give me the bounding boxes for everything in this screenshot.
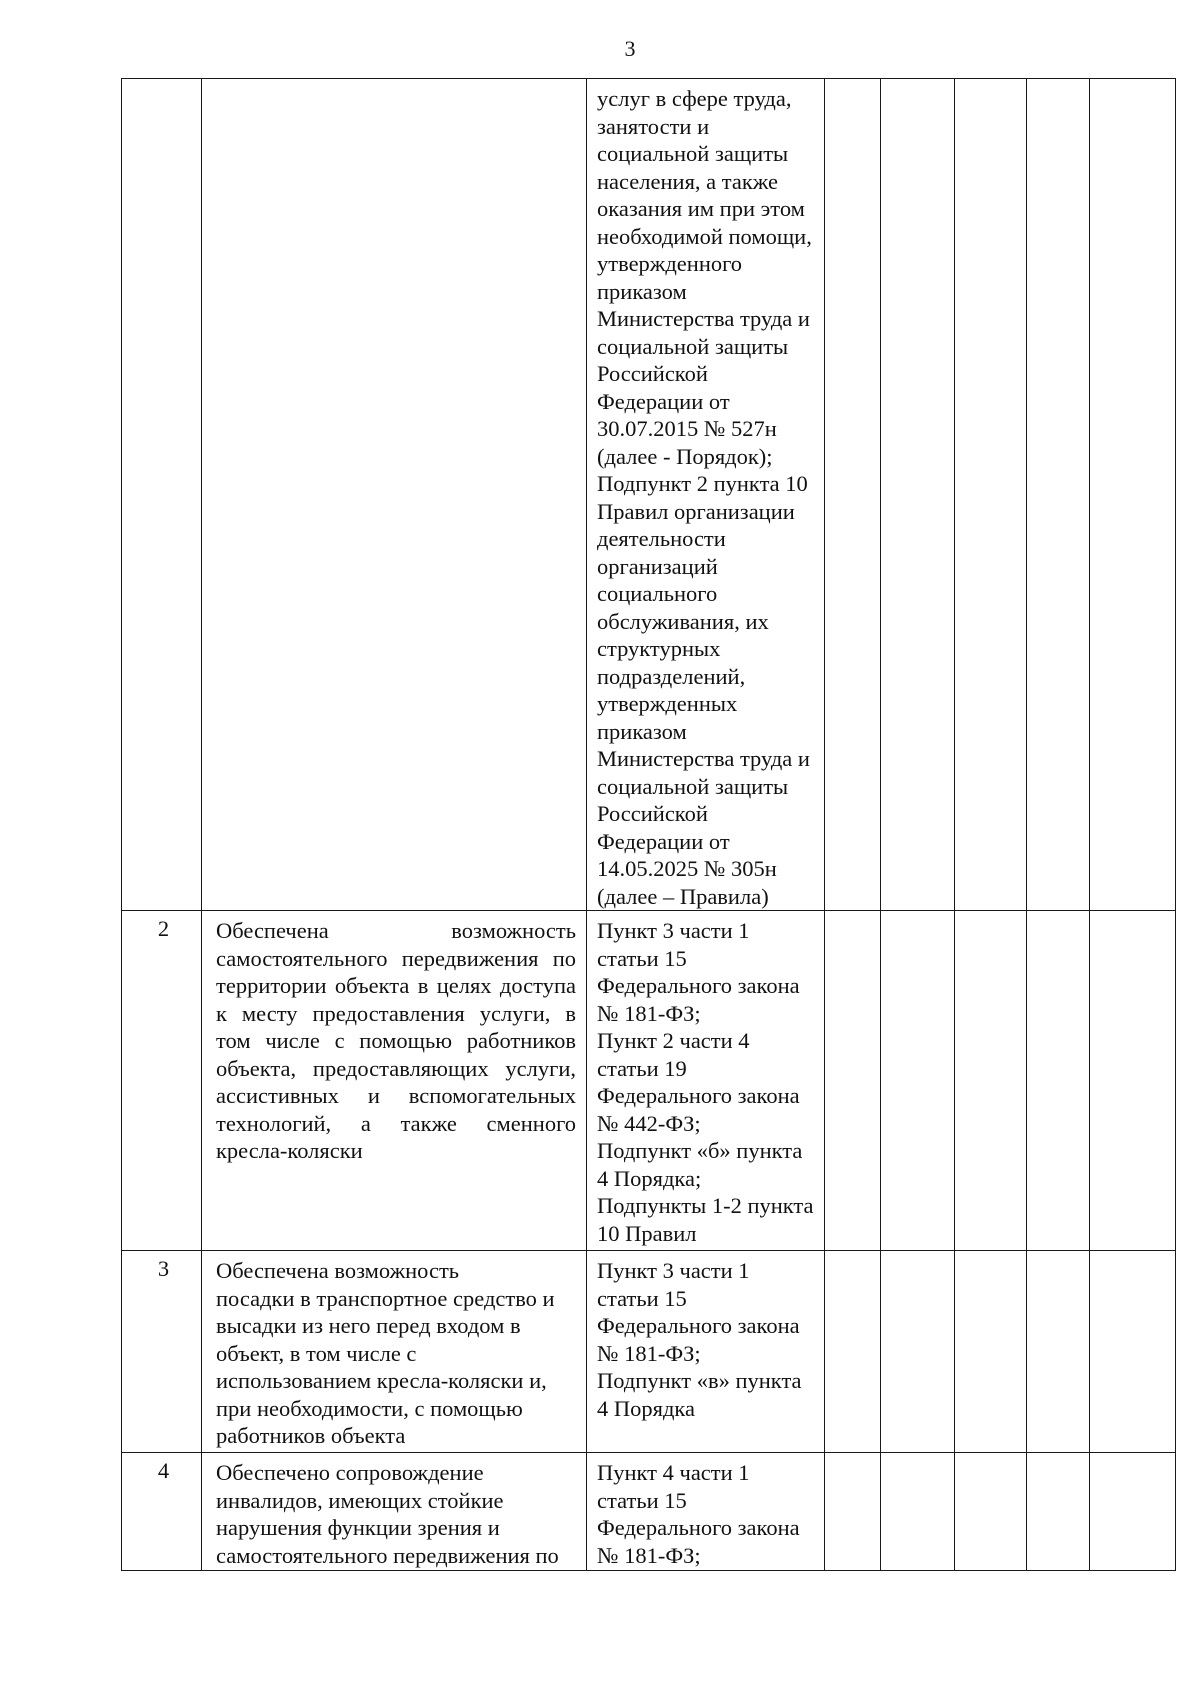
basis-line: социальной защиты — [597, 333, 789, 359]
result-cell — [1090, 911, 1176, 1251]
result-cell — [1090, 1251, 1176, 1453]
result-cell — [825, 79, 881, 911]
result-cell — [1027, 911, 1090, 1251]
basis-line: социальной защиты — [597, 141, 789, 166]
basis-line: Российской — [597, 361, 708, 386]
legal-basis-cell — [587, 911, 825, 1251]
basis-line: Федерального закона — [597, 1313, 800, 1338]
basis-line: Федерального закона — [597, 1083, 800, 1108]
basis-line: 14.05.2025 № 305н — [597, 856, 777, 881]
basis-line: Министерства труда и — [597, 746, 810, 771]
result-cell — [955, 911, 1027, 1251]
result-cell — [1027, 1453, 1090, 1571]
basis-line: Подпункт «б» пункта — [597, 1138, 803, 1163]
result-cell — [955, 1453, 1027, 1571]
result-cell — [1090, 1453, 1176, 1571]
requirement-cell — [202, 1453, 587, 1571]
basis-line: обслуживания, их — [597, 608, 769, 634]
legal-basis-cell — [587, 79, 825, 911]
requirement-line: самостоятельного передвижения по — [216, 1542, 559, 1568]
basis-line: 10 Правил — [597, 1220, 697, 1246]
basis-line: № 181-ФЗ; — [597, 1340, 701, 1366]
basis-line: утвержденного — [597, 251, 743, 276]
result-cell — [955, 1251, 1027, 1453]
requirement-line: посадки в транспортное средство и — [216, 1285, 555, 1311]
result-cell — [881, 1251, 955, 1453]
basis-line: 4 Порядка — [597, 1395, 695, 1421]
page-number: 3 — [624, 36, 636, 61]
requirement-line: Обеспечена возможность — [216, 1258, 460, 1283]
basis-line: № 442-ФЗ; — [597, 1110, 701, 1136]
requirement-line: нарушения функции зрения и — [216, 1515, 500, 1540]
table-row — [122, 1453, 1176, 1571]
requirement-cell — [202, 1251, 587, 1453]
requirement-line: работников объекта — [216, 1423, 406, 1448]
legal-basis-cell — [587, 1453, 825, 1571]
basis-line: статьи 15 — [597, 1285, 687, 1311]
basis-line: Пункт 4 части 1 — [597, 1460, 750, 1485]
result-cell — [881, 79, 955, 911]
requirement-cell: Обеспечена возможность самостоятельного передвижения по территории объекта в целях доступа к месту предоставления услуги, в том числе с помощью работников объекта, предоставляющих услуги, ассистивных и вспомогательных технологий, а также сменного кресла-коляски — [202, 911, 587, 1251]
requirement-line: объект, в том числе с — [216, 1340, 417, 1366]
basis-line: приказом — [597, 278, 687, 304]
basis-line: 4 Порядка; — [597, 1165, 702, 1191]
basis-line: статьи 15 — [597, 945, 687, 971]
result-cell — [881, 1453, 955, 1571]
basis-line: № 181-ФЗ; — [597, 1542, 701, 1568]
basis-line: оказания им при этом — [597, 196, 805, 221]
row-number-cell: 4 — [122, 1453, 202, 1571]
basis-line: Правил организации — [597, 498, 795, 524]
basis-line: Пункт 3 части 1 — [597, 1258, 750, 1283]
requirement-line: при необходимости, с помощью — [216, 1395, 523, 1421]
result-cell — [1090, 79, 1176, 911]
basis-line: подразделений, — [597, 663, 746, 689]
row-number-cell: 2 — [122, 911, 202, 1251]
result-cell — [825, 911, 881, 1251]
basis-line: Пункт 3 части 1 — [597, 918, 750, 943]
requirement-line: Обеспечено сопровождение — [216, 1460, 484, 1485]
basis-line: № 181-ФЗ; — [597, 1000, 701, 1026]
basis-line: Федерации от — [597, 388, 730, 414]
basis-line: Федерального закона — [597, 973, 800, 998]
basis-line: Министерства труда и — [597, 306, 810, 331]
basis-line: Федерального закона — [597, 1515, 800, 1540]
requirement-cell — [202, 79, 587, 911]
basis-line: занятости и — [597, 113, 710, 139]
requirement-line: использованием кресла-коляски и, — [216, 1368, 547, 1393]
result-cell — [825, 1251, 881, 1453]
basis-line: приказом — [597, 718, 687, 744]
basis-line: (далее - Порядок); — [597, 443, 773, 469]
table-row — [122, 1251, 1176, 1453]
result-cell — [825, 1453, 881, 1571]
basis-line: Подпункт 2 пункта 10 — [597, 471, 808, 496]
basis-line: социальной защиты — [597, 773, 789, 799]
requirements-table — [121, 78, 1176, 1571]
basis-line: Российской — [597, 801, 708, 826]
basis-line: необходимой помощи, — [597, 223, 812, 249]
table-row — [122, 79, 1176, 911]
basis-line: статьи 15 — [597, 1487, 687, 1513]
basis-line: социального — [597, 581, 718, 606]
basis-line: Федерации от — [597, 828, 730, 854]
basis-line: деятельности — [597, 526, 726, 551]
basis-line: (далее – Правила) — [597, 883, 769, 909]
basis-line: Подпункты 1-2 пункта — [597, 1193, 814, 1218]
requirement-line: инвалидов, имеющих стойкие — [216, 1487, 504, 1513]
result-cell — [881, 911, 955, 1251]
result-cell — [955, 79, 1027, 911]
basis-line: организаций — [597, 553, 718, 579]
row-number-cell: 3 — [122, 1251, 202, 1453]
basis-line: статьи 19 — [597, 1055, 687, 1081]
basis-line: Пункт 2 части 4 — [597, 1028, 750, 1053]
basis-line: утвержденных — [597, 691, 738, 716]
basis-line: услуг в сфере труда, — [597, 86, 792, 111]
basis-line: структурных — [597, 636, 721, 661]
table-row — [122, 911, 1176, 1251]
row-number-cell — [122, 79, 202, 911]
result-cell — [1027, 1251, 1090, 1453]
result-cell — [1027, 79, 1090, 911]
legal-basis-cell — [587, 1251, 825, 1453]
basis-line: населения, а также — [597, 168, 779, 194]
basis-line: Подпункт «в» пункта — [597, 1368, 802, 1393]
basis-line: 30.07.2015 № 527н — [597, 416, 777, 441]
requirement-line: высадки из него перед входом в — [216, 1313, 521, 1338]
